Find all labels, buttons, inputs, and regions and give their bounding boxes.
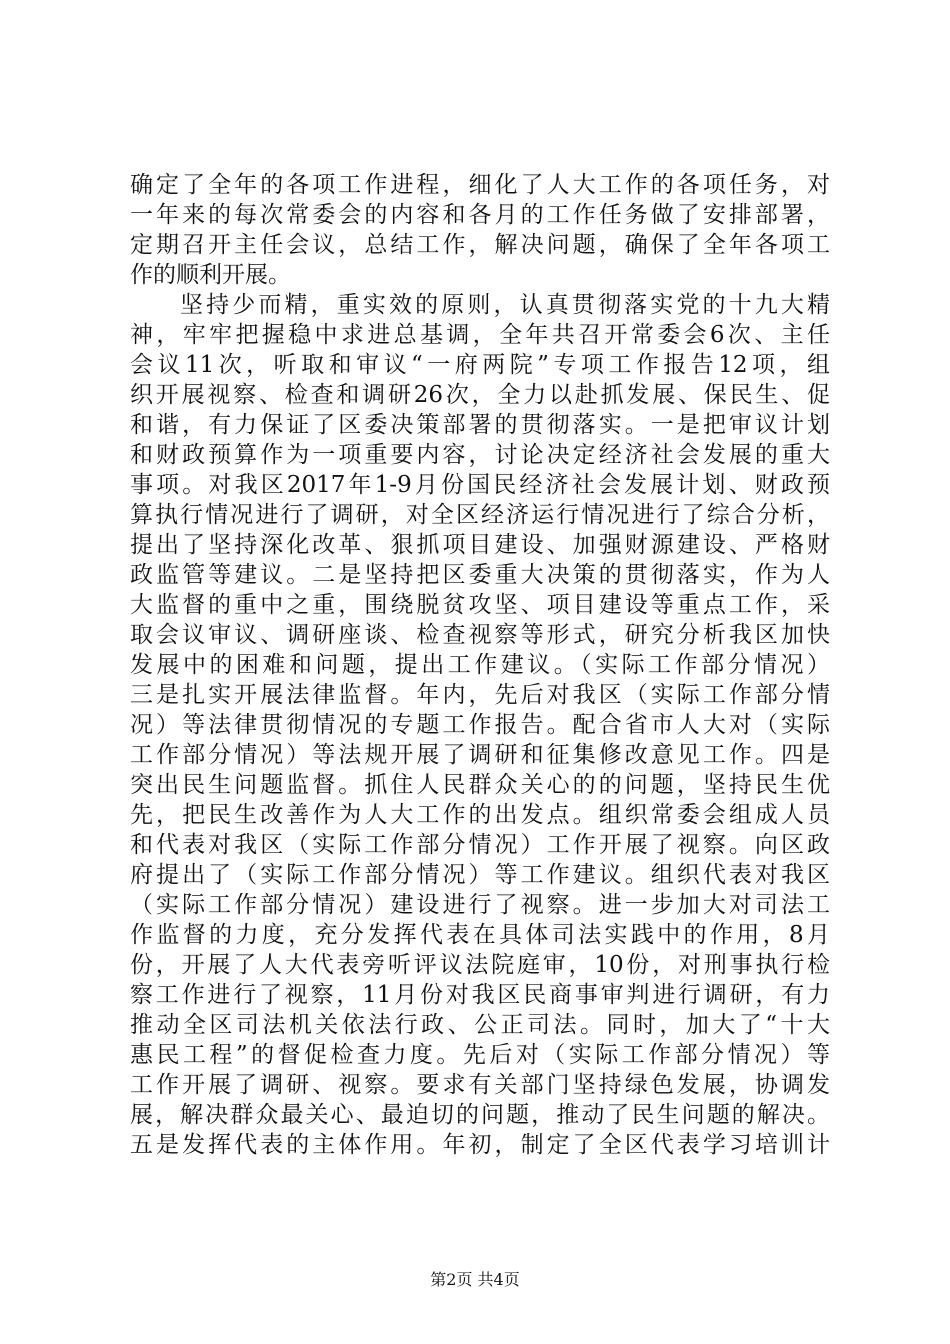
text-line: 惠民工程”的督促检查力度。先后对（实际工作部分情况）等 <box>130 1042 830 1068</box>
text-line: 展，解决群众最关心、最迫切的问题，推动了民生问题的解决。 <box>130 1102 830 1128</box>
text-line: 事项。对我区2017年1-9月份国民经济社会发展计划、财政预 <box>130 472 830 498</box>
text-line: 提出了坚持深化改革、狠抓项目建设、加强财源建设、严格财 <box>130 532 830 558</box>
text-line: 五是发挥代表的主体作用。年初，制定了全区代表学习培训计 <box>130 1132 830 1158</box>
text-line: 神，牢牢把握稳中求进总基调，全年共召开常委会6次、主任 <box>130 322 830 348</box>
text-line: 确定了全年的各项工作进程，细化了人大工作的各项任务，对 <box>130 172 830 198</box>
text-line: 作的顺利开展。 <box>130 262 291 288</box>
text-line: 发展中的困难和问题，提出工作建议。（实际工作部分情况） <box>130 652 830 678</box>
text-line: （实际工作部分情况）建设进行了视察。进一步加大对司法工 <box>130 892 830 918</box>
text-line: 察工作进行了视察，11月份对我区民商事审判进行调研，有力 <box>130 982 830 1008</box>
text-line: 和财政预算作为一项重要内容，讨论决定经济社会发展的重大 <box>130 442 830 468</box>
text-line: 取会议审议、调研座谈、检查视察等形式，研究分析我区加快 <box>130 622 830 648</box>
text-line: 定期召开主任会议，总结工作，解决问题，确保了全年各项工 <box>130 232 830 258</box>
text-line: 和代表对我区（实际工作部分情况）工作开展了视察。向区政 <box>130 832 830 858</box>
text-line: 大监督的重中之重，围绕脱贫攻坚、项目建设等重点工作，采 <box>130 592 830 618</box>
text-line: 政监管等建议。二是坚持把区委重大决策的贯彻落实，作为人 <box>130 562 830 588</box>
text-line: 府提出了（实际工作部分情况）等工作建议。组织代表对我区 <box>130 862 830 888</box>
text-line: 工作部分情况）等法规开展了调研和征集修改意见工作。四是 <box>130 742 830 768</box>
text-line: 算执行情况进行了调研，对全区经济运行情况进行了综合分析， <box>130 502 830 528</box>
text-line: 突出民生问题监督。抓住人民群众关心的的问题，坚持民生优 <box>130 772 830 798</box>
text-line: 会议11次，听取和审议“一府两院”专项工作报告12项，组 <box>130 352 830 378</box>
text-line: 一年来的每次常委会的内容和各月的工作任务做了安排部署， <box>130 202 830 228</box>
text-line: 推动全区司法机关依法行政、公正司法。同时，加大了“十大 <box>130 1012 830 1038</box>
text-line: 份，开展了人大代表旁听评议法院庭审，10份，对刑事执行检 <box>130 952 830 978</box>
body-text <box>130 170 830 1160</box>
text-line: 工作开展了调研、视察。要求有关部门坚持绿色发展，协调发 <box>130 1072 830 1098</box>
text-line: 织开展视察、检查和调研26次，全力以赴抓发展、保民生、促 <box>130 382 830 408</box>
text-line: 作监督的力度，充分发挥代表在具体司法实践中的作用，8月 <box>130 922 830 948</box>
text-line: 和谐，有力保证了区委决策部署的贯彻落实。一是把审议计划 <box>130 412 830 438</box>
text-line: 三是扎实开展法律监督。年内，先后对我区（实际工作部分情 <box>130 682 830 708</box>
text-line: 况）等法律贯彻情况的专题工作报告。配合省市人大对（实际 <box>130 712 830 738</box>
text-line: 先，把民生改善作为人大工作的出发点。组织常委会组成人员 <box>130 802 830 828</box>
page-number-footer: 第2页 共4页 <box>430 1270 520 1289</box>
paragraph-first-line: 坚持少而精，重实效的原则，认真贯彻落实党的十九大精 <box>180 292 830 318</box>
